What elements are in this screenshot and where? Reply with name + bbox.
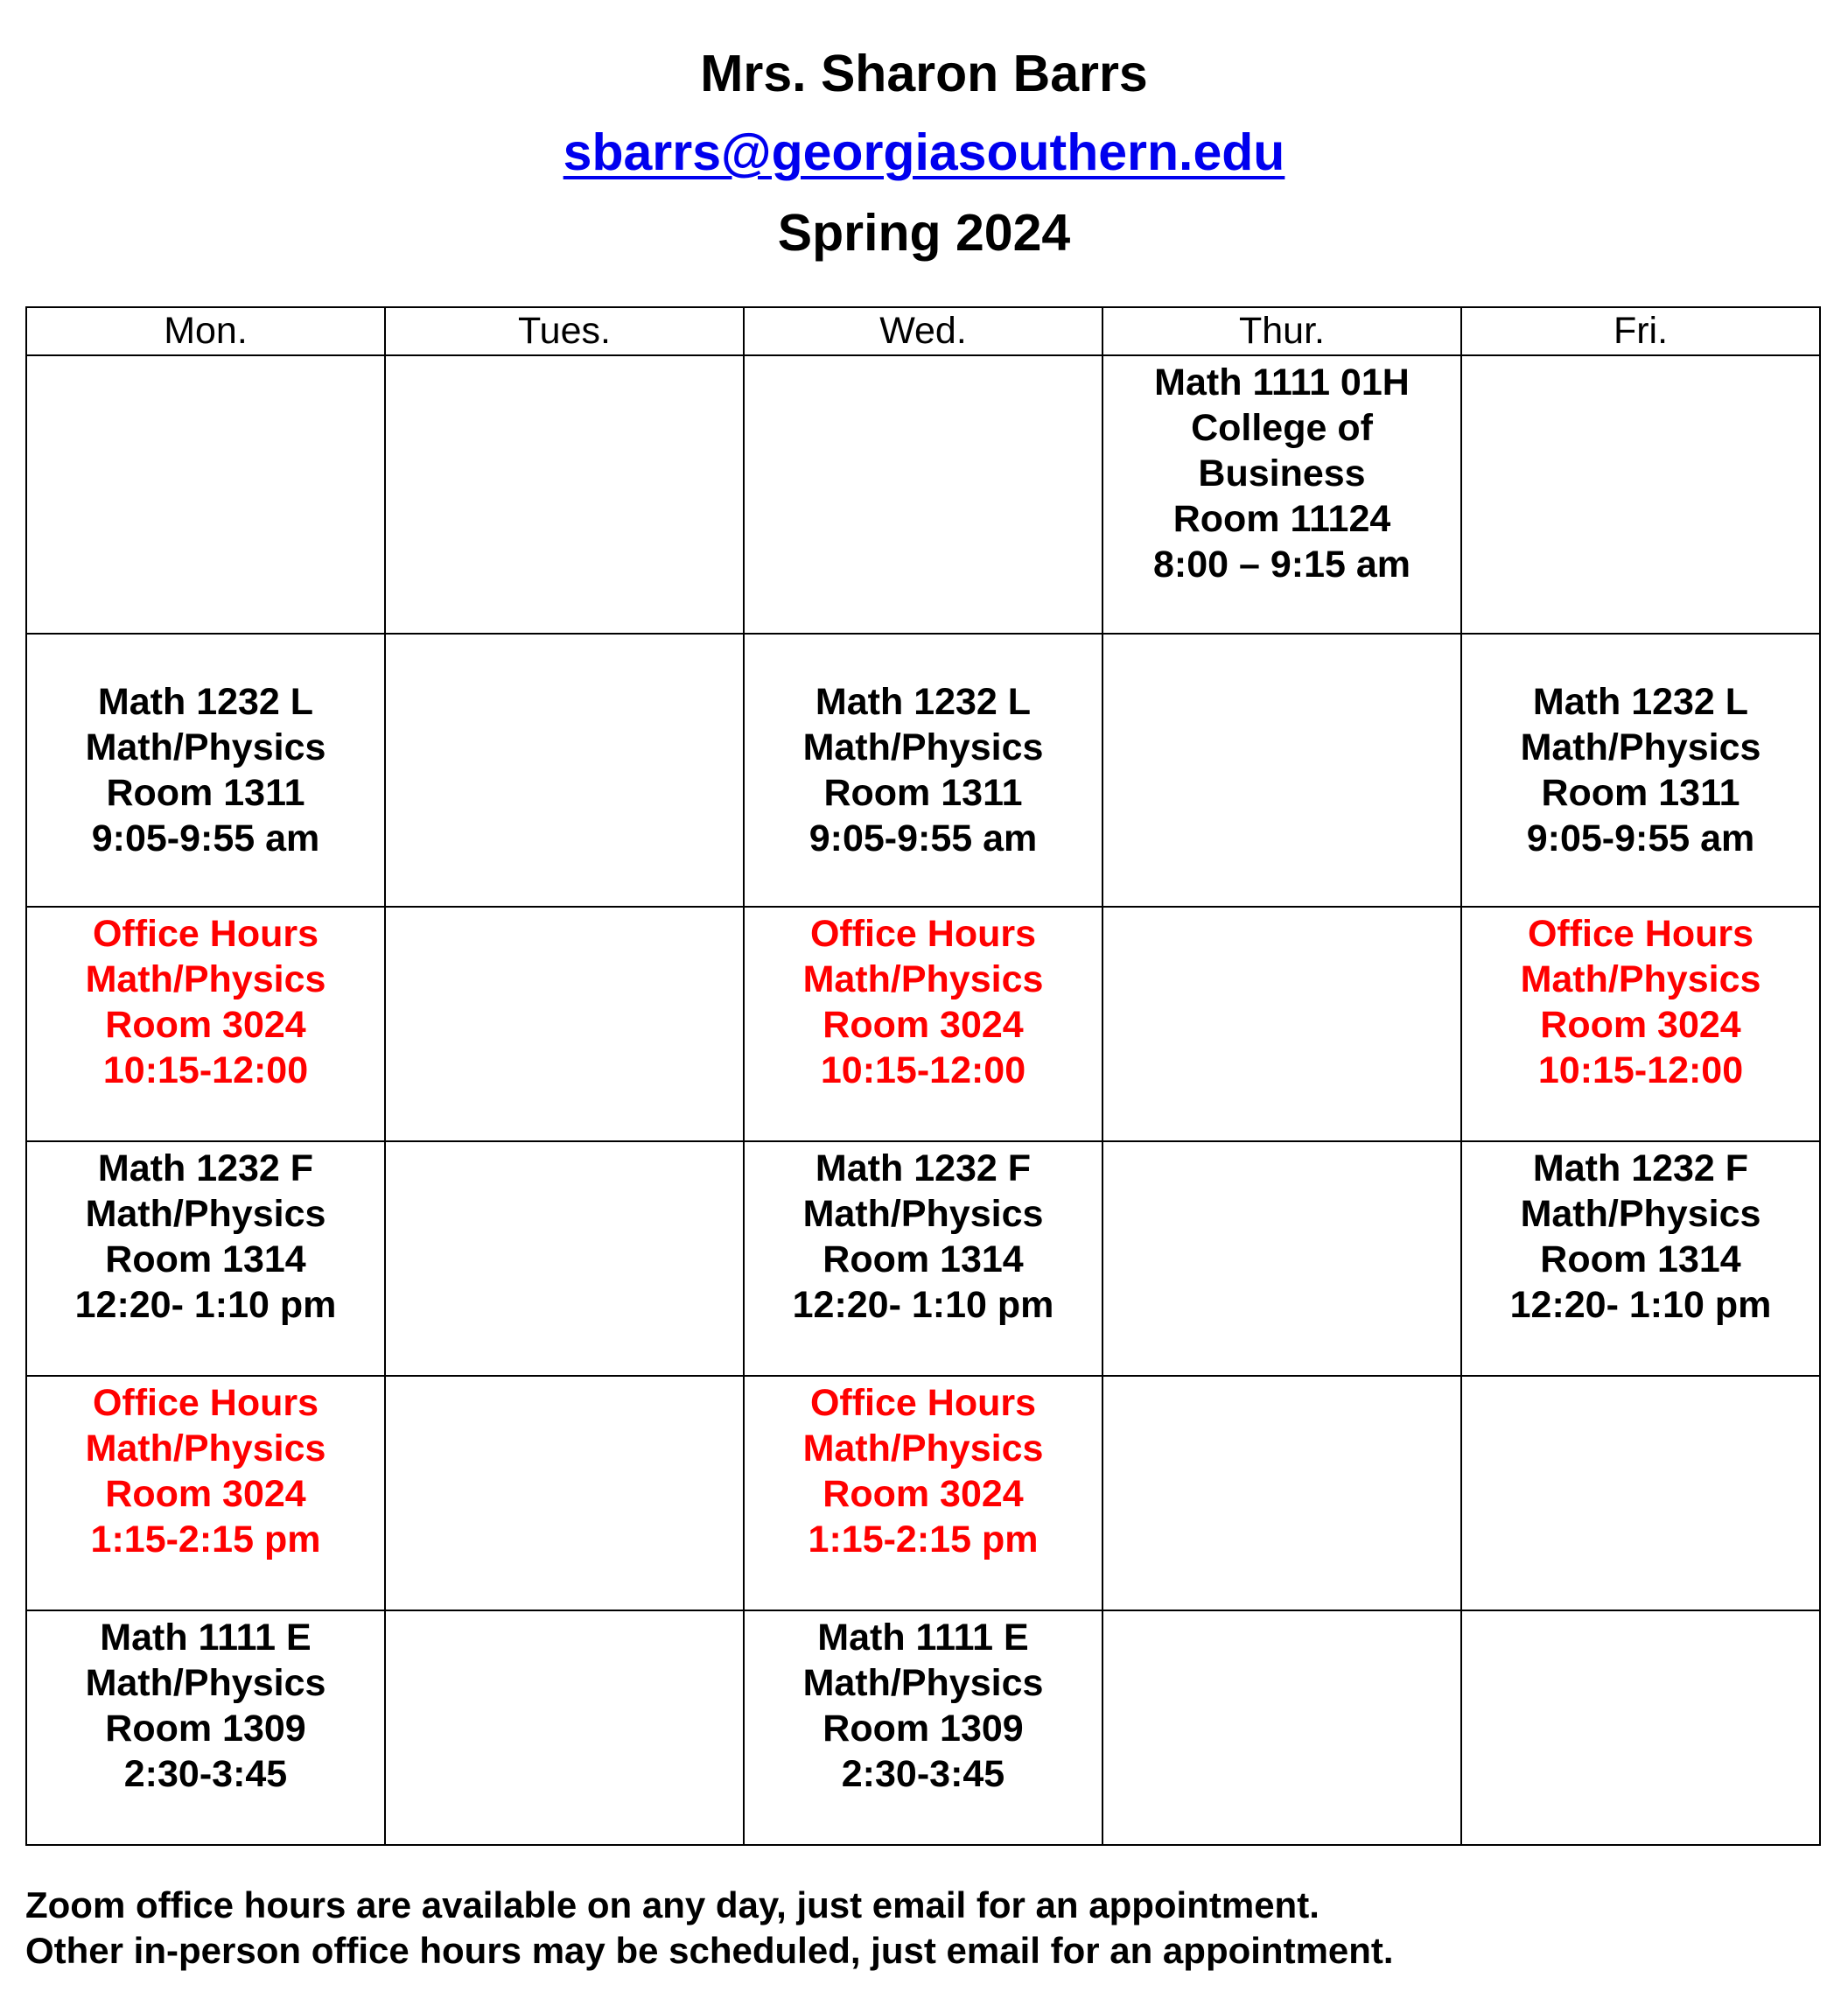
schedule-cell-mon <box>26 1610 385 1845</box>
entry-line: Room 1314 <box>1540 1238 1741 1280</box>
entry-line: Math/Physics <box>1520 958 1761 1000</box>
entry-line: Room 11124 <box>1172 498 1391 540</box>
entry-line: 9:05-9:55 am <box>1526 817 1755 859</box>
schedule-cell-tues <box>385 1376 744 1610</box>
schedule-cell-thur <box>1102 634 1461 907</box>
schedule-cell-tues <box>385 1141 744 1376</box>
schedule-row <box>26 355 1820 634</box>
entry-line: Office Hours <box>809 1382 1037 1424</box>
schedule-cell-wed <box>744 1141 1102 1376</box>
entry-line: Room 1311 <box>106 772 305 814</box>
entry-line: Room 1311 <box>1541 772 1740 814</box>
term-title: Spring 2024 <box>777 204 1071 262</box>
office-hours-entry <box>27 1380 384 1562</box>
entry-line: Math 1232 L <box>815 681 1032 723</box>
schedule-cell-thur <box>1102 1376 1461 1610</box>
schedule-cell-wed <box>744 907 1102 1141</box>
schedule-body <box>26 355 1820 1845</box>
entry-line: Math/Physics <box>85 726 326 768</box>
class-entry <box>27 1146 384 1328</box>
entry-line: 12:20- 1:10 pm <box>792 1284 1054 1326</box>
class-entry <box>27 1615 384 1797</box>
schedule-cell-thur <box>1102 1141 1461 1376</box>
schedule-row <box>26 1610 1820 1845</box>
schedule-cell-fri <box>1461 907 1820 1141</box>
entry-line: Math/Physics <box>1520 726 1761 768</box>
entry-line: Business <box>1198 452 1366 494</box>
schedule-cell-wed <box>744 634 1102 907</box>
entry-line: Room 3024 <box>822 1473 1024 1515</box>
schedule-cell-mon <box>26 355 385 634</box>
entry-line: Math/Physics <box>802 726 1044 768</box>
class-entry <box>27 679 384 861</box>
entry-line: 1:15-2:15 pm <box>90 1519 321 1561</box>
entry-line: Math/Physics <box>802 1427 1044 1469</box>
schedule-header <box>26 307 1820 355</box>
schedule-cell-fri <box>1461 355 1820 634</box>
schedule-cell-tues <box>385 355 744 634</box>
schedule-cell-thur <box>1102 355 1461 634</box>
entry-line: Math/Physics <box>85 1427 326 1469</box>
day-header-thur: Thur. <box>1102 307 1461 355</box>
schedule-cell-wed <box>744 1376 1102 1610</box>
office-hours-entry <box>745 911 1102 1093</box>
entry-line: Room 1309 <box>822 1708 1024 1750</box>
entry-line: 9:05-9:55 am <box>91 817 320 859</box>
schedule-cell-mon <box>26 634 385 907</box>
email-line <box>0 122 1848 183</box>
schedule-cell-thur <box>1102 1610 1461 1845</box>
schedule-cell-fri <box>1461 634 1820 907</box>
entry-line: 12:20- 1:10 pm <box>1509 1284 1772 1326</box>
day-header-wed: Wed. <box>744 307 1102 355</box>
schedule-cell-mon <box>26 1141 385 1376</box>
instructor-name: Mrs. Sharon Barrs <box>700 45 1148 102</box>
entry-line: Math/Physics <box>85 1662 326 1704</box>
entry-line: Math 1111 E <box>817 1617 1029 1659</box>
entry-line: College of <box>1191 407 1373 449</box>
entry-line: Room 1311 <box>823 772 1023 814</box>
weekly-schedule-table <box>25 306 1821 1846</box>
schedule-cell-wed <box>744 355 1102 634</box>
entry-line: Office Hours <box>1527 913 1754 955</box>
schedule-cell-wed <box>744 1610 1102 1845</box>
instructor-email-link[interactable]: sbarrs@georgiasouthern.edu <box>563 123 1285 181</box>
entry-line: Math/Physics <box>1520 1193 1761 1235</box>
footer-note-in-person: Other in-person office hours may be scheduled, just email for an appointment. <box>25 1930 1394 1971</box>
entry-line: Office Hours <box>92 1382 319 1424</box>
class-entry <box>745 1146 1102 1328</box>
schedule-cell-tues <box>385 634 744 907</box>
entry-line: Math 1232 F <box>1532 1147 1749 1189</box>
schedule-cell-fri <box>1461 1141 1820 1376</box>
entry-line: Math 1111 E <box>100 1617 312 1659</box>
schedule-row <box>26 907 1820 1141</box>
class-entry <box>1462 1146 1819 1328</box>
day-header-fri: Fri. <box>1461 307 1820 355</box>
schedule-cell-tues <box>385 907 744 1141</box>
class-entry <box>1462 679 1819 861</box>
entry-line: Room 1309 <box>105 1708 306 1750</box>
entry-line: 9:05-9:55 am <box>808 817 1038 859</box>
schedule-row <box>26 634 1820 907</box>
entry-line: 10:15-12:00 <box>1537 1049 1744 1091</box>
entry-line: Room 3024 <box>822 1004 1024 1046</box>
day-header-tues: Tues. <box>385 307 744 355</box>
entry-line: Math/Physics <box>802 1662 1044 1704</box>
entry-line: Math 1232 L <box>1532 681 1749 723</box>
entry-line: 8:00 – 9:15 am <box>1152 544 1411 586</box>
day-header-mon: Mon. <box>26 307 385 355</box>
entry-line: Room 3024 <box>105 1004 306 1046</box>
class-entry <box>1103 360 1460 587</box>
entry-line: Office Hours <box>809 913 1037 955</box>
schedule-cell-mon <box>26 1376 385 1610</box>
entry-line: Math/Physics <box>802 958 1044 1000</box>
schedule-cell-tues <box>385 1610 744 1845</box>
entry-line: Room 1314 <box>822 1238 1024 1280</box>
entry-line: 12:20- 1:10 pm <box>74 1284 337 1326</box>
entry-line: Office Hours <box>92 913 319 955</box>
schedule-cell-mon <box>26 907 385 1141</box>
day-header-row <box>26 307 1820 355</box>
entry-line: Room 3024 <box>105 1473 306 1515</box>
entry-line: Math/Physics <box>85 1193 326 1235</box>
entry-line: 1:15-2:15 pm <box>808 1519 1039 1561</box>
entry-line: Math 1232 F <box>97 1147 314 1189</box>
entry-line: Room 3024 <box>1540 1004 1741 1046</box>
class-entry <box>745 679 1102 861</box>
class-entry <box>745 1615 1102 1797</box>
entry-line: Math/Physics <box>802 1193 1044 1235</box>
entry-line: Room 1314 <box>105 1238 306 1280</box>
entry-line: Math 1232 L <box>97 681 314 723</box>
entry-line: 10:15-12:00 <box>820 1049 1026 1091</box>
entry-line: Math 1232 F <box>815 1147 1032 1189</box>
entry-line: Math 1111 01H <box>1154 361 1410 403</box>
schedule-cell-fri <box>1461 1610 1820 1845</box>
footer-note-zoom: Zoom office hours are available on any day, just email for an appointment. <box>25 1884 1320 1925</box>
office-hours-entry <box>745 1380 1102 1562</box>
footer-notes <box>25 1883 1394 1974</box>
entry-line: 2:30-3:45 <box>841 1753 1005 1795</box>
schedule-row <box>26 1141 1820 1376</box>
schedule-row <box>26 1376 1820 1610</box>
entry-line: 10:15-12:00 <box>102 1049 309 1091</box>
office-hours-entry <box>27 911 384 1093</box>
office-hours-entry <box>1462 911 1819 1093</box>
schedule-cell-fri <box>1461 1376 1820 1610</box>
entry-line: 2:30-3:45 <box>123 1753 288 1795</box>
entry-line: Math/Physics <box>85 958 326 1000</box>
schedule-cell-thur <box>1102 907 1461 1141</box>
